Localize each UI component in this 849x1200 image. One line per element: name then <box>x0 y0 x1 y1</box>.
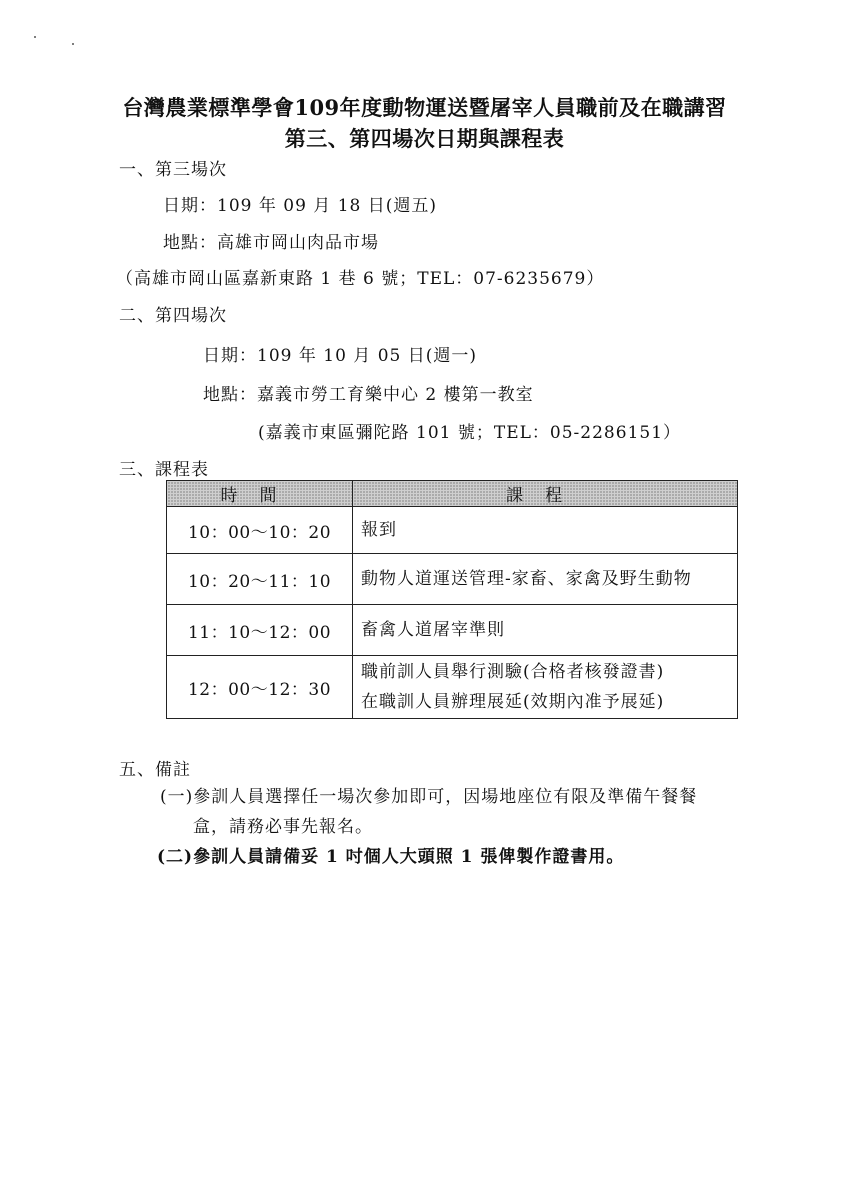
table-row <box>167 656 738 719</box>
row-course <box>353 656 738 719</box>
section1-address: （高雄市岡山區嘉新東路 1 巷 6 號；TEL：07-6235679） <box>116 269 605 289</box>
section2-address: (嘉義市東區彌陀路 101 號；TEL：05-2286151） <box>258 423 682 443</box>
table-row <box>167 605 738 656</box>
scan-speck <box>34 36 36 38</box>
document-subtitle: 第三、第四場次日期與課程表 <box>284 126 565 151</box>
section3-heading: 三、課程表 <box>119 460 209 480</box>
document-title: 台灣農業標準學會109年度動物運送暨屠宰人員職前及在職講習 <box>122 95 727 120</box>
section5-heading: 五、備註 <box>119 760 191 780</box>
table-row <box>167 554 738 605</box>
section1-date: 日期：109 年 09 月 18 日(週五) <box>163 196 437 216</box>
course-schedule-table <box>166 480 738 719</box>
note1-line1: (一)參訓人員選擇任一場次參加即可，因場地座位有限及準備午餐餐 <box>160 787 698 807</box>
row-course <box>353 605 738 656</box>
course-line: 報到 <box>361 520 397 540</box>
row-time: 10：20～11：10 <box>167 554 353 605</box>
course-line: 職前訓人員舉行測驗(合格者核發證書) <box>361 662 665 682</box>
row-time: 10：00～10：20 <box>167 507 353 554</box>
header-time: 時間 <box>167 481 353 507</box>
section2-date: 日期：109 年 10 月 05 日(週一) <box>203 346 477 366</box>
scan-specks <box>30 30 90 60</box>
section2-location: 地點：嘉義市勞工育樂中心 2 樓第一教室 <box>203 385 534 405</box>
row-time: 12：00～12：30 <box>167 656 353 719</box>
note2: (二)參訓人員請備妥 1 吋個人大頭照 1 張俾製作證書用。 <box>157 847 625 867</box>
section1-heading: 一、第三場次 <box>119 160 227 180</box>
scan-speck <box>72 43 74 45</box>
course-line: 在職訓人員辦理展延(效期內准予展延) <box>361 692 665 712</box>
table-row <box>167 507 738 554</box>
row-time: 11：10～12：00 <box>167 605 353 656</box>
course-line: 畜禽人道屠宰準則 <box>361 620 505 640</box>
row-course <box>353 554 738 605</box>
course-line: 動物人道運送管理-家畜、家禽及野生動物 <box>361 569 692 589</box>
note1-line2: 盒，請務必事先報名。 <box>193 817 373 837</box>
table-header-row <box>167 481 738 507</box>
section1-location: 地點：高雄市岡山肉品市場 <box>163 233 379 253</box>
header-course: 課程 <box>353 481 738 507</box>
row-course <box>353 507 738 554</box>
section2-heading: 二、第四場次 <box>119 306 227 326</box>
